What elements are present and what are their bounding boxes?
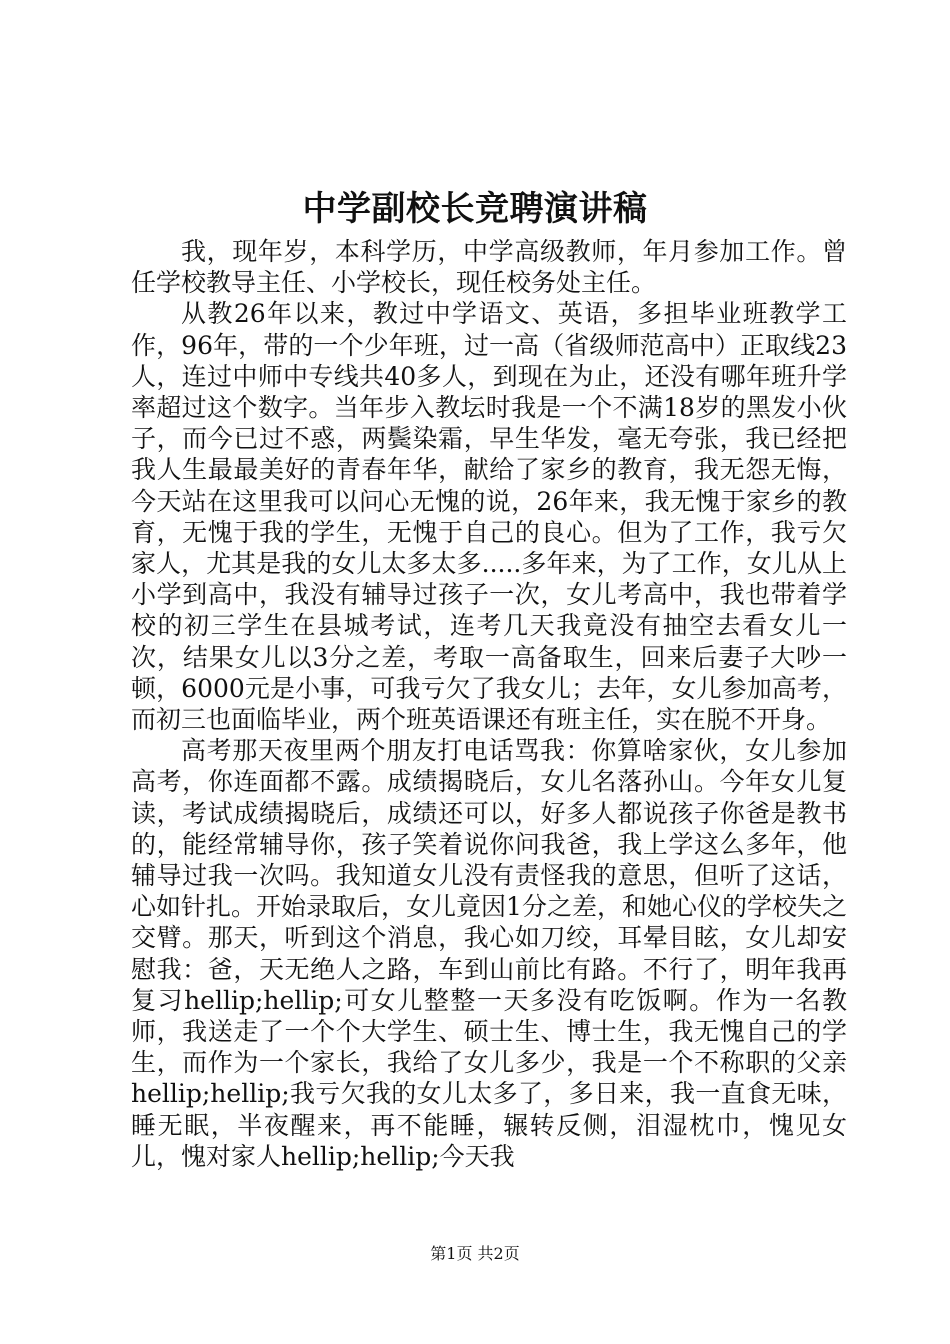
document-body [131,236,847,1172]
paragraph: 从教26年以来，教过中学语文、英语，多担毕业班教学工作，96年，带的一个少年班，过一高（省级师范高中）正取线23人，连过中师中专线共40多人，到现在为止，还没有哪年班升学率超过这个数字。当年步入教坛时我是一个不满18岁的黑发小伙子，而今已过不惑，两鬓染霜，早生华发，毫无夸张，我已经把我人生最最美好的青春年华，献给了家乡的教育，我无怨无悔，今天站在这里我可以问心无愧的说，26年来，我无愧于家乡的教育，无愧于我的学生，无愧于自己的良心。但为了工作，我亏欠家人，尤其是我的女儿太多太多.....多年来，为了工作，女儿从上小学到高中，我没有辅导过孩子一次，女儿考高中，我也带着学校的初三学生在县城考试，连考几天我竟没有抽空去看女儿一次，结果女儿以3分之差，考取一高备取生，回来后妻子大吵一顿，6000元是小事，可我亏欠了我女儿；去年，女儿参加高考，而初三也面临毕业，两个班英语课还有班主任，实在脱不开身。 [131,299,847,735]
paragraph: 我，现年岁，本科学历，中学高级教师，年月参加工作。曾任学校教导主任、小学校长，现任校务处主任。 [131,237,847,298]
paragraph: 高考那天夜里两个朋友打电话骂我：你算啥家伙，女儿参加高考，你连面都不露。成绩揭晓后，女儿名落孙山。今年女儿复读，考试成绩揭晓后，成绩还可以，好多人都说孩子你爸是教书的，能经常辅导你，孩子笑着说你问我爸，我上学这么多年，他辅导过我一次吗。我知道女儿没有责怪我的意思，但听了这话，心如针扎。开始录取后，女儿竟因1分之差，和她心仪的学校失之交臂。那天，听到这个消息，我心如刀绞，耳晕目眩，女儿却安慰我：爸，天无绝人之路，车到山前比有路。不行了，明年我再复习hellip;hellip;可女儿整整一天多没有吃饭啊。作为一名教师，我送走了一个个大学生、硕士生、博士生，我无愧自己的学生，而作为一个家长，我给了女儿多少，我是一个不称职的父亲hellip;hellip;我亏欠我的女儿太多了，多日来，我一直食无味，睡无眠，半夜醒来，再不能睡，辗转反侧，泪湿枕巾，愧见女儿，愧对家人hellip;hellip;今天我 [131,736,847,1171]
page-number-footer: 第1页 共2页 [430,1244,520,1263]
document-title: 中学副校长竞聘演讲稿 [302,189,648,229]
